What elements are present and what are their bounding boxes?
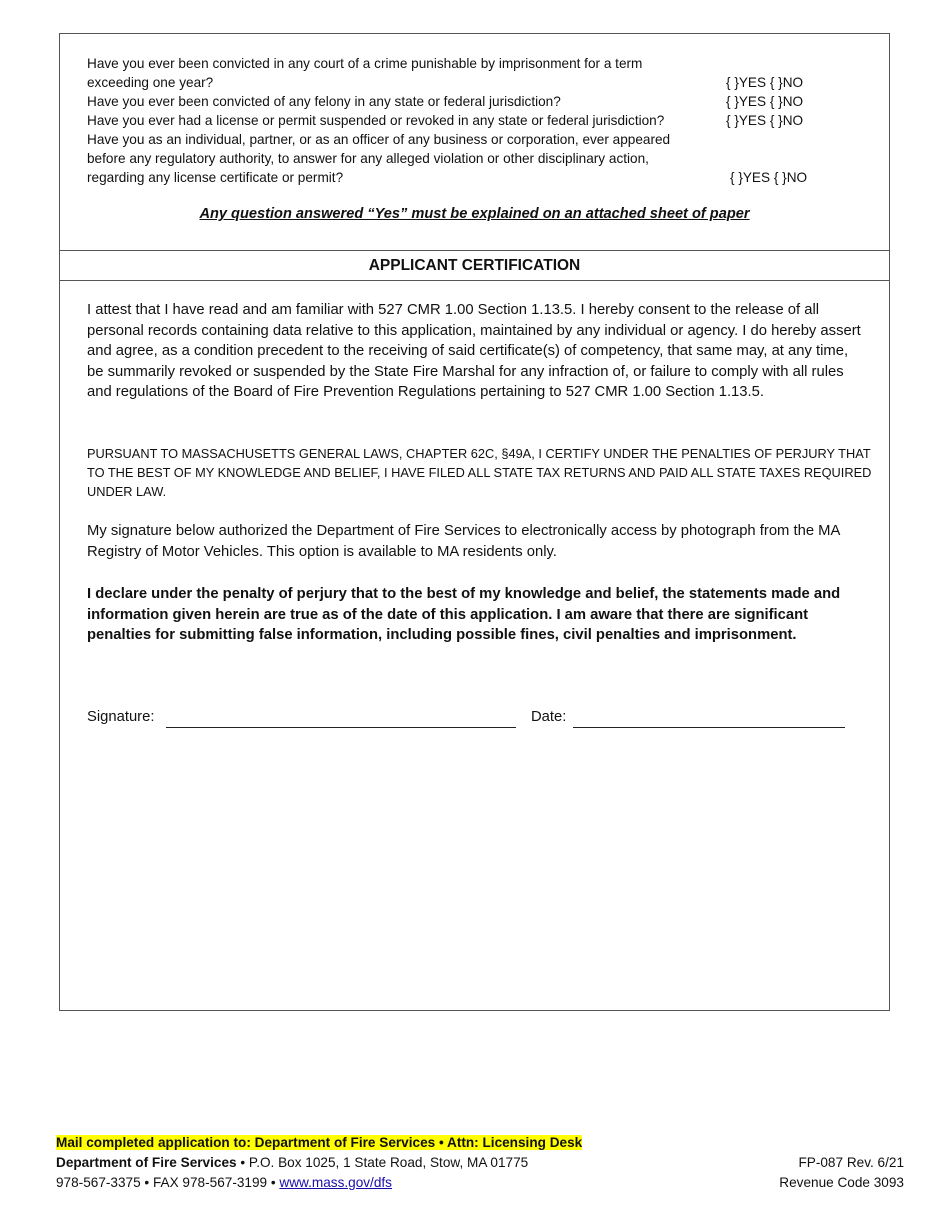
- certification-header: APPLICANT CERTIFICATION: [60, 250, 889, 281]
- question-1: [87, 54, 642, 92]
- question-1-line-2: exceeding one year?: [87, 75, 214, 90]
- question-2-yes-no[interactable]: { }YES { }NO: [726, 94, 804, 109]
- date-field[interactable]: [573, 727, 845, 728]
- question-4-yes-no[interactable]: { }YES { }NO: [730, 170, 808, 185]
- attest-paragraph: I attest that I have read and am familiar with 527 CMR 1.00 Section 1.13.5. I hereby consent to the release of all personal records containing data relative to this application, maintained by any individual or agency. I do hereby assert and agree, as a condition precedent to the receiving of said certificate(s) of competency, that same may, at any time, be summarily revoked or suspended by the State Fire Marshal for any infraction of, or failure to comply with all rules and regulations of the Board of Fire Prevention Regulations pertaining to 527 CMR 1.00 Section 1.13.5.: [87, 302, 861, 401]
- footer-phone-fax: 978-567-3375 • FAX 978-567-3199 •: [56, 1175, 280, 1190]
- revenue-code: Revenue Code 3093: [779, 1175, 904, 1190]
- question-4-line-3: regarding any license certificate or permit?: [87, 170, 344, 185]
- footer-left: [56, 1133, 582, 1193]
- mail-instructions: Mail completed application to: Department of Fire Services • Attn: Licensing Desk: [56, 1135, 583, 1150]
- form-revision: FP-087 Rev. 6/21: [798, 1155, 904, 1170]
- signature-label: Signature:: [87, 709, 155, 725]
- question-3: Have you ever had a license or permit suspended or revoked in any state or federal jurisdiction?: [87, 113, 665, 128]
- perjury-declaration-paragraph: I declare under the penalty of perjury that to the best of my knowledge and belief, the statements made and information given herein are true as of the date of this application. I am aware that there are significant penalties for submitting false information, including possible fines, civil penalties and imprisonment.: [87, 586, 841, 644]
- date-label: Date:: [531, 709, 567, 725]
- question-3-yes-no[interactable]: { }YES { }NO: [726, 113, 804, 128]
- signature-field[interactable]: [166, 727, 516, 728]
- question-1-line-1: Have you ever been convicted in any court of a crime punishable by imprisonment for a term: [87, 56, 643, 71]
- question-2: Have you ever been convicted of any felony in any state or federal jurisdiction?: [87, 94, 561, 109]
- explain-note: Any question answered “Yes” must be explained on an attached sheet of paper: [199, 206, 750, 222]
- footer-dept-name: Department of Fire Services: [56, 1155, 237, 1170]
- question-4-line-2: before any regulatory authority, to answer for any alleged violation or other disciplinary action,: [87, 151, 649, 166]
- tax-certification-paragraph: PURSUANT TO MASSACHUSETTS GENERAL LAWS, CHAPTER 62C, §49A, I CERTIFY UNDER THE PENALTIES OF PERJURY THAT TO THE BEST OF MY KNOWLEDGE AND BELIEF, I HAVE FILED ALL STATE TAX RETURNS AND PAID ALL STATE TAXES REQUIRED UNDER LAW.: [87, 446, 872, 499]
- rmv-authorization-paragraph: My signature below authorized the Department of Fire Services to electronically access by photograph from the MA Registry of Motor Vehicles. This option is available to MA residents only.: [87, 523, 840, 560]
- footer-website-link[interactable]: www.mass.gov/dfs: [279, 1175, 392, 1190]
- form-section-box: [59, 33, 890, 1011]
- question-1-yes-no[interactable]: { }YES { }NO: [726, 75, 804, 90]
- footer-right: [779, 1153, 904, 1193]
- footer-address: • P.O. Box 1025, 1 State Road, Stow, MA 01775: [236, 1155, 529, 1170]
- question-4-line-1: Have you as an individual, partner, or as an officer of any business or corporation, ever appeared: [87, 132, 671, 147]
- question-4: [87, 130, 670, 187]
